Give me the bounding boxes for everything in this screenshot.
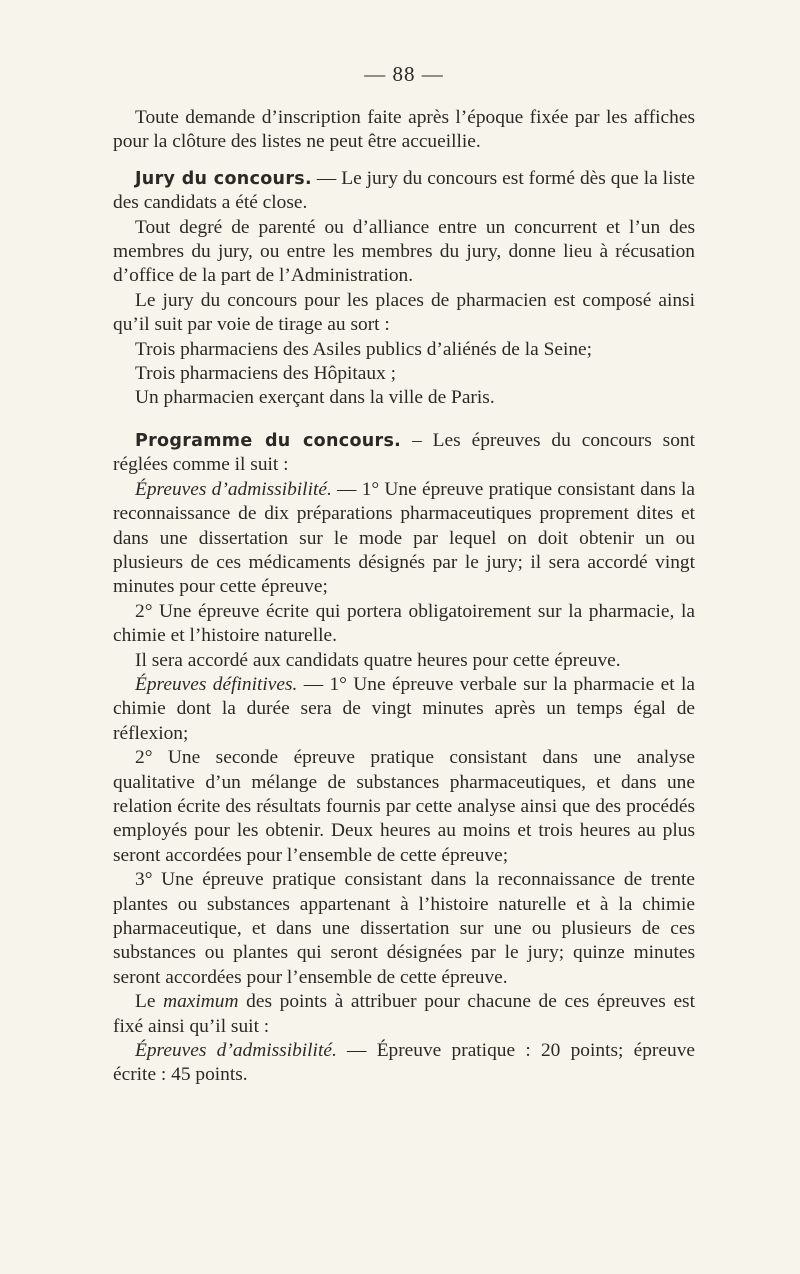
paragraph-parente: Tout degré de parenté ou d’alliance entre un concurrent et l’un des membres du jury, ou entre les membres du jury, donne lieu à récusation d’office de la part de l’Administration. bbox=[113, 216, 695, 287]
page-number: — 88 — bbox=[364, 62, 444, 86]
paragraph-text: 1° Une épreuve verbale sur la pharmacie et la chimie dont la durée sera de vingt minutes après un temps égal de réflexion; bbox=[113, 673, 695, 744]
emphasis-maximum: maximum bbox=[163, 991, 239, 1013]
paragraph-inscription: Toute demande d’inscription faite après l’époque fixée par les affiches pour la clôture des listes ne peut être accueillie. bbox=[113, 107, 695, 153]
paragraph-text: Les épreuves du concours sont réglées comme il suit : bbox=[113, 429, 695, 476]
paragraph-maximum bbox=[113, 990, 695, 1039]
paragraph-programme bbox=[113, 429, 695, 478]
paragraph-admissibilite-1 bbox=[113, 478, 695, 600]
paragraph-definitives-1 bbox=[113, 673, 695, 746]
paragraph-definitives-2: 2° Une seconde épreuve pratique consistant dans une analyse qualitative d’un mélange de substances pharmaceutiques, et dans une relation écrite des résultats fournis par cette analyse ainsi que des procédés employés pour les obtenir. Deux heures au moins et trois heures au plus seront accordées pour l’ensemble de cette épreuve; bbox=[113, 747, 695, 866]
paragraph-points bbox=[113, 1039, 695, 1088]
heading-dash: — bbox=[331, 478, 362, 500]
heading-dash: — bbox=[297, 673, 330, 695]
heading-dash: — bbox=[311, 167, 342, 189]
list-item-hopitaux: Trois pharmaciens des Hôpitaux ; bbox=[135, 363, 397, 385]
paragraph-composition: Le jury du concours pour les places de pharmacien est composé ainsi qu’il suit par voie de tirage au sort : bbox=[113, 289, 695, 336]
paragraph-text: 1° Une épreuve pratique consistant dans la reconnaissance de dix préparations pharmaceutiques proprement dites et dans une dissertation sur le mode par lequel on doit obtenir un ou plusieurs de ces médicaments désignés par le jury; il sera accordé vingt minutes pour cette épreuve; bbox=[113, 478, 695, 598]
list-item-asiles: Trois pharmaciens des Asiles publics d’aliénés de la Seine; bbox=[135, 338, 593, 360]
list-item-paris: Un pharmacien exerçant dans la ville de Paris. bbox=[135, 387, 495, 409]
section-heading-programme: Programme du concours. bbox=[135, 430, 402, 451]
paragraph-admissibilite-2: 2° Une épreuve écrite qui portera obligatoirement sur la pharmacie, la chimie et l’histoire naturelle. bbox=[113, 600, 695, 647]
heading-dash: – bbox=[401, 429, 433, 451]
paragraph-text: Le bbox=[135, 991, 164, 1013]
paragraph-jury-formation bbox=[113, 167, 695, 216]
paragraph-text: des points à attribuer pour chacune de ces épreuves est fixé ainsi qu’il suit : bbox=[113, 991, 695, 1037]
heading-dash: — bbox=[336, 1040, 377, 1062]
subheading-definitives: Épreuves définitives. bbox=[135, 673, 298, 695]
paragraph-text: Épreuve pratique : 20 points; épreuve écrite : 45 points. bbox=[113, 1040, 695, 1086]
paragraph-text: Le jury du concours est formé dès que la liste des candidats a été close. bbox=[113, 167, 695, 214]
paragraph-definitives-3: 3° Une épreuve pratique consistant dans la reconnaissance de trente plantes ou substances appartenant à l’histoire naturelle et à la chimie pharmaceutique, et dans une dissertation sur une ou plusieurs de ces substances ou plantes qui seront désignées par le jury; quinze minutes seront accordées pour l’ensemble de cette épreuve. bbox=[113, 869, 695, 988]
section-heading-jury: Jury du concours. bbox=[135, 168, 312, 189]
subheading-admissibilite: Épreuves d’admissibilité. bbox=[135, 478, 332, 500]
paragraph-duree-ecrite: Il sera accordé aux candidats quatre heures pour cette épreuve. bbox=[135, 649, 621, 671]
document-page bbox=[113, 60, 695, 1088]
subheading-admissibilite-points: Épreuves d’admissibilité. bbox=[135, 1040, 337, 1062]
